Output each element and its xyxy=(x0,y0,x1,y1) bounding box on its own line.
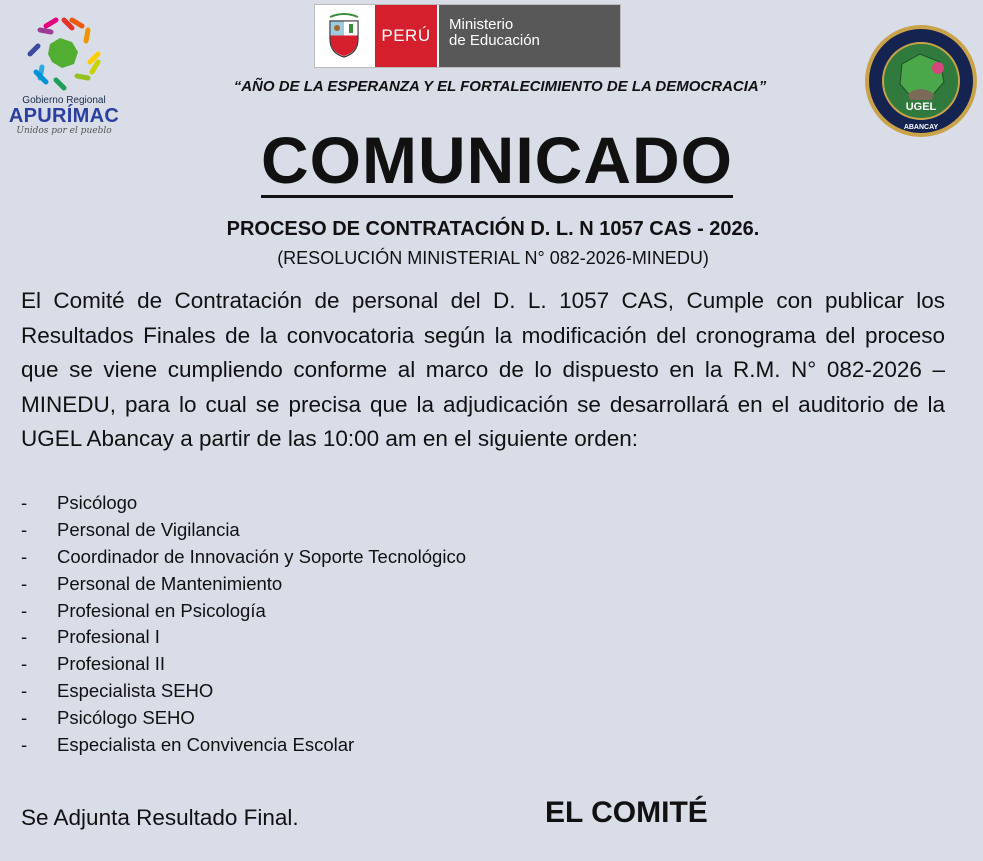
gobierno-regional-label: Gobierno Regional xyxy=(22,95,106,106)
minedu-banner xyxy=(314,4,621,68)
process-subtitle: PROCESO DE CONTRATACIÓN D. L. N 1057 CAS - 2026. xyxy=(226,218,760,240)
ministerio-line1: Ministerio xyxy=(449,16,514,33)
apurimac-label: APURÍMAC xyxy=(8,105,120,127)
ugel-seal-icon xyxy=(862,24,980,138)
list-dash: - xyxy=(21,680,28,702)
apurimac-emblem-icon xyxy=(24,14,104,94)
ministerio-label xyxy=(439,5,620,67)
list-item-label: Psicólogo SEHO xyxy=(57,707,195,729)
peru-coat-of-arms-icon xyxy=(315,5,373,67)
list-item xyxy=(21,490,466,517)
list-item xyxy=(21,705,466,732)
year-motto: “AÑO DE LA ESPERANZA Y EL FORTALECIMIENTO DE LA DEMOCRACIA” xyxy=(233,78,767,95)
page-title xyxy=(0,122,983,198)
list-item xyxy=(21,732,466,759)
attachment-note: Se Adjunta Resultado Final. xyxy=(21,805,299,830)
list-item xyxy=(21,678,466,705)
ministerio-line2: de Educación xyxy=(449,32,540,49)
list-item-label: Profesional I xyxy=(57,626,160,648)
list-dash: - xyxy=(21,626,28,648)
signature: EL COMITÉ xyxy=(545,796,708,829)
peru-label: PERÚ xyxy=(375,5,437,67)
list-item-label: Psicólogo xyxy=(57,492,138,513)
list-item-label: Profesional II xyxy=(57,653,165,675)
ugel-seal-name: UGEL xyxy=(905,101,937,113)
apurimac-motto: Unidos por el pueblo xyxy=(16,126,112,136)
list-item xyxy=(21,624,466,651)
list-item-label: Personal de Mantenimiento xyxy=(57,572,283,594)
ugel-abancay-logo xyxy=(862,24,980,138)
ugel-seal-city: ABANCAY xyxy=(903,124,939,131)
list-dash: - xyxy=(21,734,28,756)
positions-list xyxy=(21,490,466,759)
title-text: COMUNICADO xyxy=(261,123,733,197)
announcement-body: El Comité de Contratación de personal del D. L. 1057 CAS, Cumple con publicar los Resultados Finales de la convocatoria según la modificación del cronograma del proceso que se viene cumpliendo conforme al marco de lo dispuesto en la R.M. N° 082-2026 – MINEDU, para lo cual se precisa que la adjudicación se desarrollará en el auditorio de la UGEL Abancay a partir de las 10:00 am en el siguiente orden: xyxy=(21,288,945,451)
list-item-label: Coordinador de Innovación y Soporte Tecnológico xyxy=(57,545,466,567)
list-dash: - xyxy=(21,518,28,540)
list-item xyxy=(21,651,466,678)
list-dash: - xyxy=(21,492,28,513)
list-item xyxy=(21,598,466,625)
list-item-label: Especialista en Convivencia Escolar xyxy=(57,734,355,756)
list-item-label: Especialista SEHO xyxy=(57,680,214,702)
list-item xyxy=(21,544,466,571)
list-dash: - xyxy=(21,545,28,567)
list-item xyxy=(21,571,466,598)
list-item-label: Profesional en Psicología xyxy=(57,599,266,621)
list-dash: - xyxy=(21,572,28,594)
resolution-reference: (RESOLUCIÓN MINISTERIAL N° 082-2026-MINEDU) xyxy=(277,248,709,268)
list-dash: - xyxy=(21,653,28,675)
list-item-label: Personal de Vigilancia xyxy=(57,518,240,540)
list-dash: - xyxy=(21,707,28,729)
list-item xyxy=(21,517,466,544)
list-dash: - xyxy=(21,599,28,621)
